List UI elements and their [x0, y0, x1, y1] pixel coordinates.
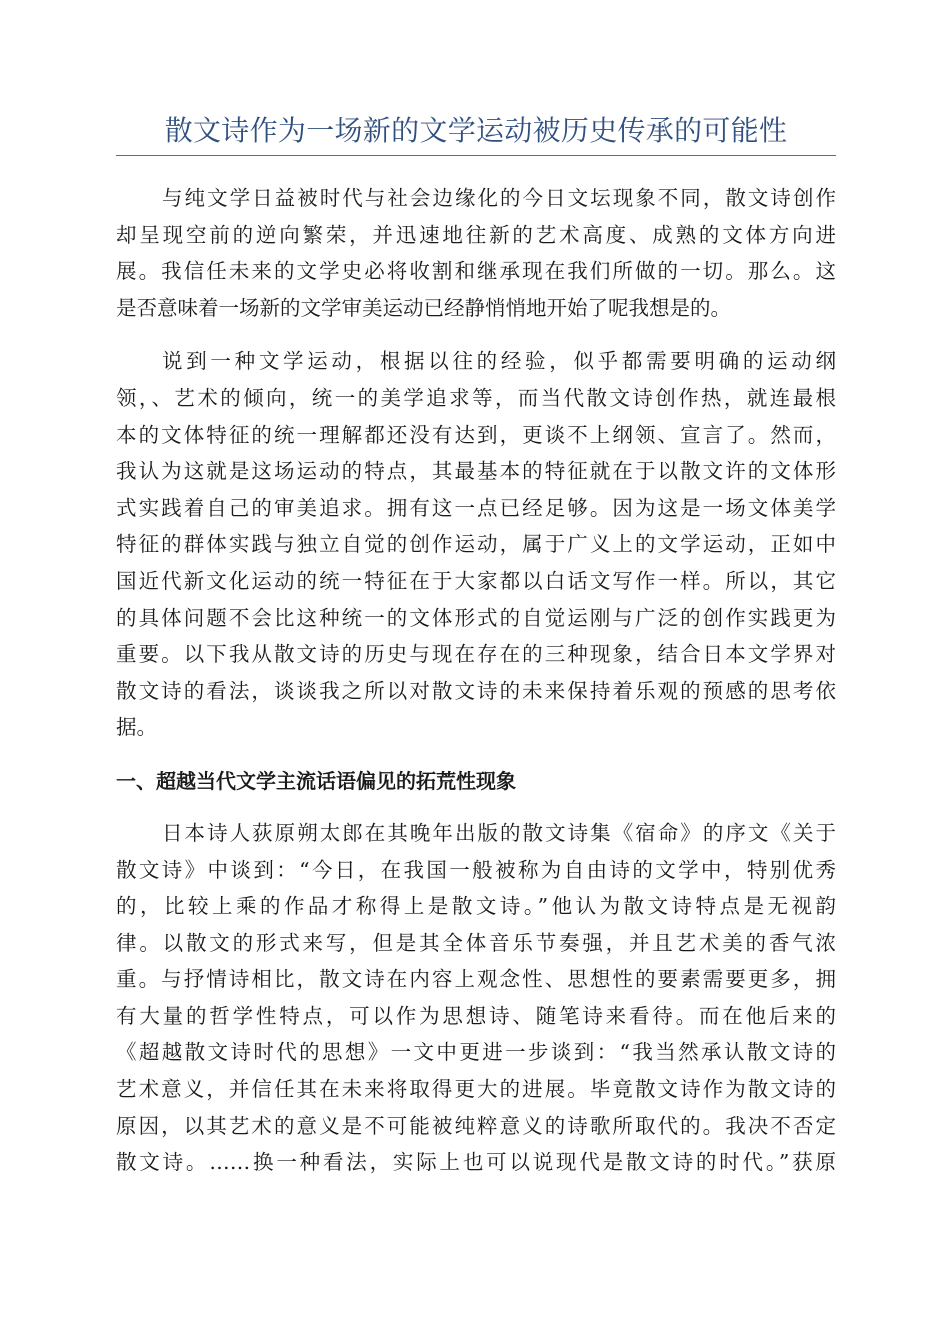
text-line: 散文诗。……换一种看法，实际上也可以说现代是散文诗的时代。”获原: [116, 1150, 836, 1175]
text-line: 有大量的哲学性特点，可以作为思想诗、随笔诗来看待。而在他后来的: [116, 1003, 836, 1028]
section-heading-1: 一、超越当代文学主流话语偏见的拓荒性现象: [116, 768, 516, 793]
text-line: 却呈现空前的逆向繁荣，并迅速地往新的艺术高度、成熟的文体方向进: [116, 222, 836, 247]
text-line: 是否意味着一场新的文学审美运动已经静悄悄地开始了呢我想是的。: [116, 295, 731, 320]
text-line: 本的文体特征的统一理解都还没有达到，更谈不上纲领、宣言了。然而，: [116, 422, 836, 447]
text-line: 与纯文学日益被时代与社会边缘化的今日文坛现象不同，散文诗创作: [162, 186, 836, 210]
text-line: 式实践着自己的审美追求。拥有这一点已经足够。因为这是一场文体美学: [116, 495, 836, 520]
document-title: 散文诗作为一场新的文学运动被历史传承的可能性: [164, 114, 788, 147]
text-line: 据。: [116, 715, 157, 740]
paragraph-2: [116, 343, 836, 746]
text-line: 说到一种文学运动，根据以往的经验，似乎都需要明确的运动纲: [162, 349, 836, 374]
paragraph-3: [116, 815, 836, 1181]
text-line: 原因，以其艺术的意义是不可能被纯粹意义的诗歌所取代的。我决不否定: [116, 1113, 836, 1138]
text-line: 散文诗的看法，谈谈我之所以对散文诗的未来保持着乐观的预感的思考依: [116, 678, 836, 703]
text-line: 律。以散文的形式来写，但是其全体音乐节奏强，并且艺术美的香气浓: [116, 930, 836, 955]
text-line: 我认为这就是这场运动的特点，其最基本的特征就在于以散文许的文体形: [116, 459, 836, 484]
title-underline: [116, 155, 836, 156]
text-line: 重。与抒情诗相比，散文诗在内容上观念性、思想性的要素需要更多，拥: [116, 967, 836, 992]
text-line: 展。我信任未来的文学史必将收割和继承现在我们所做的一切。那么。这: [116, 259, 836, 284]
text-line: 《超越散文诗时代的思想》一文中更进一步谈到：“我当然承认散文诗的: [116, 1040, 836, 1065]
paragraph-1: [116, 180, 836, 326]
text-line: 散文诗》中谈到：“今日，在我国一般被称为自由诗的文学中，特别优秀: [116, 857, 836, 882]
text-line: 的具体问题不会比这种统一的文体形式的自觉运刚与广泛的创作实践更为: [116, 605, 836, 630]
text-line: 日本诗人荻原朔太郎在其晚年出版的散文诗集《宿命》的序文《关于: [162, 820, 836, 845]
text-line: 艺术意义，并信任其在未来将取得更大的进展。毕竟散文诗作为散文诗的: [116, 1077, 836, 1102]
text-line: 国近代新文化运动的统一特征在于大家都以白话文写作一样。所以，其它: [116, 568, 836, 593]
text-line: 的，比较上乘的作品才称得上是散文诗。”他认为散文诗特点是无视韵: [116, 894, 836, 919]
text-line: 重要。以下我从散文诗的历史与现在存在的三种现象，结合日本文学界对: [116, 642, 836, 667]
document-page: [116, 108, 836, 1198]
text-line: 特征的群体实践与独立自觉的创作运动，属于广义上的文学运动，正如中: [116, 532, 836, 557]
text-line: 领，、艺术的倾向，统一的美学追求等，而当代散文诗创作热，就连最根: [116, 385, 836, 410]
